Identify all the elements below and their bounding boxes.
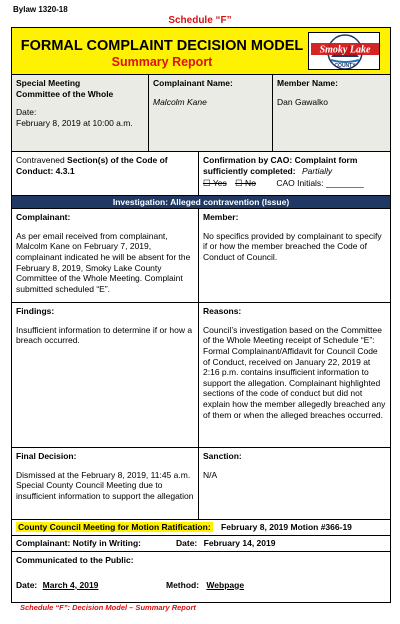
confirmation-value: Partially [301,165,333,176]
sanction-cell [198,448,390,519]
communicated-cell [12,552,390,602]
county-logo-graphic [309,33,380,70]
notify-row [12,536,390,552]
notify-date: February 14, 2019 [203,538,276,549]
meeting-date: February 8, 2019 at 10:00 a.m. [16,117,133,128]
confirmation-label: Confirmation by CAO: Complaint form sufficiently completed: [203,155,358,176]
ratification-row [12,520,390,536]
investigation-banner: Investigation: Alleged contravention (Issue) [12,196,390,209]
ratification-label: County Council Meeting for Motion Ratification: [18,522,211,533]
complainant-name-cell [148,75,272,151]
meeting-date-label: Date: [16,107,37,118]
member-name-label: Member Name: [277,78,338,88]
complainant-cell [12,209,198,302]
form-title: FORMAL COMPLAINT DECISION MODEL [20,38,304,54]
bylaw-number: Bylaw 1320-18 [13,5,68,14]
no-checkbox[interactable]: ☐ No [235,178,256,189]
form-subtitle: Summary Report [111,55,213,69]
cao-initials-value: ________ [325,178,364,189]
communicated-row [12,552,390,602]
county-logo [308,32,380,70]
communicated-label: Communicated to the Public: [16,555,134,565]
findings-text: Insufficient information to determine if or how a breach occurred. [16,324,193,346]
meeting-type: Special Meeting [16,78,81,88]
contravened-section: Section(s) of the Code of Conduct: 4.3.1 [16,155,168,176]
communicated-method-label: Method: [166,579,200,590]
communicated-date: March 4, 2019 [42,579,99,590]
final-decision-cell [12,448,198,519]
contravened-cell [12,152,198,195]
decision-form [11,27,391,603]
reasons-cell [198,303,390,447]
final-decision-text: Dismissed at the February 8, 2019, 11:45 a.m. Special County Council Meeting due to insufficient information to support the allegation [16,469,194,501]
meeting-committee: Committee of the Whole [16,88,114,99]
complainant-name-label: Complainant Name: [153,78,233,88]
complainant-name: Malcolm Kane [153,96,207,107]
final-decision-label: Final Decision: [16,451,77,461]
member-text: No specifics provided by complainant to specify if or how the member breached the Code of Conduct of Council. [203,230,382,262]
logo-subtext: COUNTY [334,63,356,69]
complainant-text: As per email received from complainant, Malcolm Kane on February 7, 2019, complainant indicated he will be absent for the February 8, 2019, Smoky Lake County Committee of the Whole Meeting. Complaint submitted scheduled “E”. [16,230,191,294]
decision-sanction-row [12,448,390,520]
member-name: Dan Gawalko [277,96,329,107]
member-cell [198,209,390,302]
meeting-cell [12,75,148,151]
confirmation-cell [198,152,390,195]
notify-cell [12,535,172,552]
contravened-row [12,152,390,196]
findings-cell [12,303,198,447]
yes-checkbox[interactable]: ☐ Yes [203,178,227,189]
communicated-date-label: Date: [16,579,38,590]
sanction-label: Sanction: [203,451,242,461]
ratification-value: February 8, 2019 Motion #366-19 [221,522,352,533]
reasons-text: Council’s investigation based on the Committee of the Whole Meeting receipt of Schedule “E”: Formal Complainant/Affidavit for Council Code of Conduct, received on January 22, 2019 at 2:16 p.m. contains insufficient information to support the allegation. Complainant highlighted sections of the code of conduct but did not explain how the member allegedly breached any of them or when the alleged breaches occurred. [203,324,386,420]
complainant-label: Complainant: [16,212,71,222]
complainant-member-row [12,209,390,303]
contravened-label: Contravened [16,155,65,165]
page-footer: Schedule “F”: Decision Model – Summary Report [20,603,196,612]
schedule-title: Schedule “F” [168,15,232,26]
meeting-row [12,75,390,152]
logo-text: Smoky Lake [319,44,371,56]
ratification-cell [12,519,356,536]
notify-date-label: Date: [176,538,198,549]
notify-label: Complainant: Notify in Writing: [16,538,141,549]
communicated-method: Webpage [206,579,245,590]
findings-reasons-row [12,303,390,448]
form-header [12,28,390,75]
member-label: Member: [203,212,239,222]
sanction-text: N/A [203,469,218,480]
findings-label: Findings: [16,306,55,316]
cao-initials-label: CAO Initials: [276,178,324,189]
member-name-cell [272,75,390,151]
notify-date-cell [172,535,279,552]
reasons-label: Reasons: [203,306,242,316]
